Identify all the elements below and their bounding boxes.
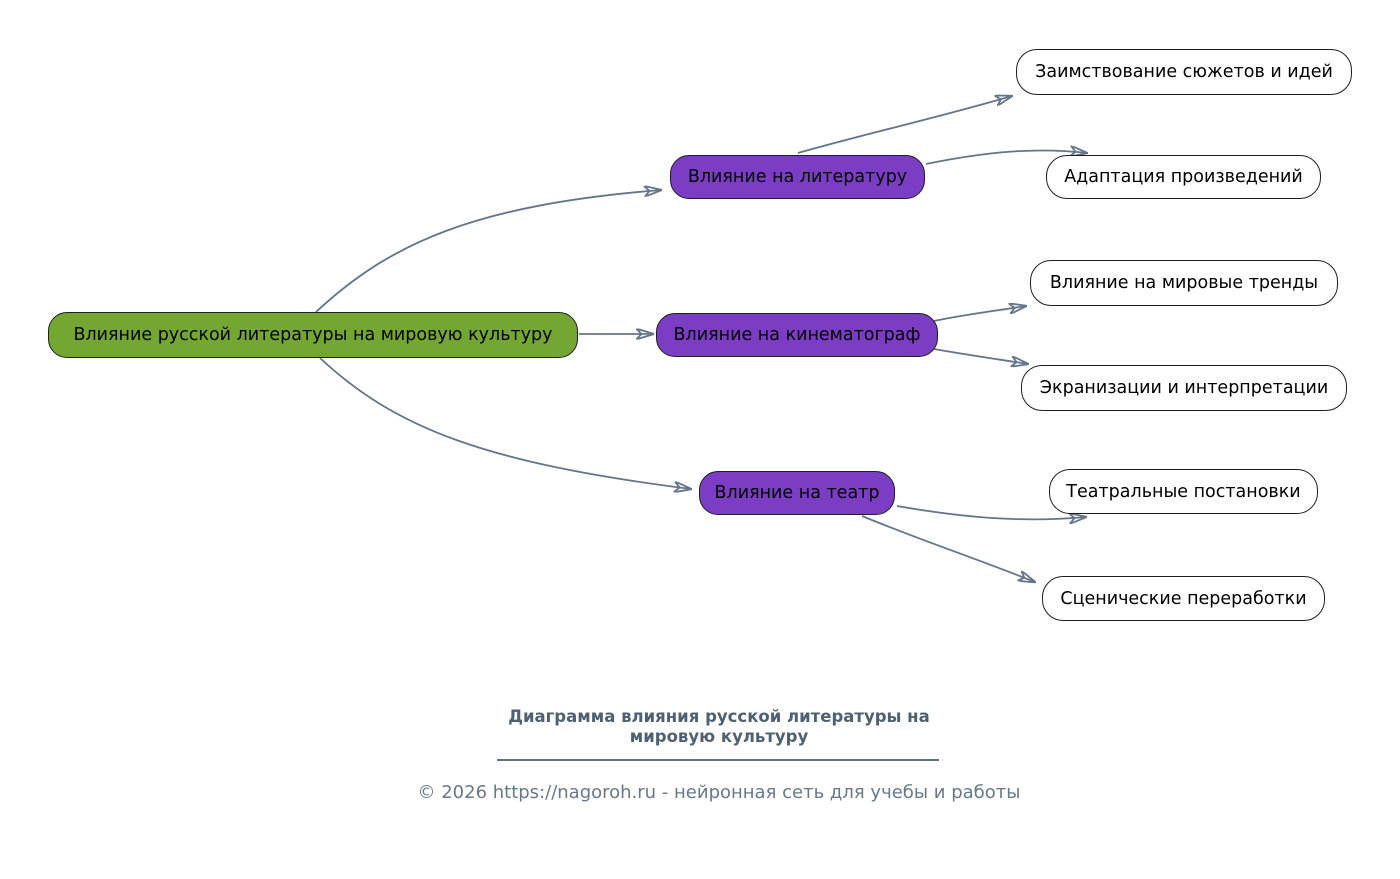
leaf-node-screen-adaptations-interpretations: Экранизации и интерпретации: [1021, 365, 1347, 411]
branch-node-influence-on-literature: Влияние на литературу: [670, 155, 925, 199]
edge-root-to-literature: [316, 190, 661, 312]
edge-cinema-to-screenings: [934, 349, 1028, 364]
leaf-node-adaptation-of-works: Адаптация произведений: [1046, 155, 1321, 199]
footer-divider-line: [497, 759, 939, 761]
diagram-caption-title: Диаграмма влияния русской литературы на мировую культуру: [508, 707, 930, 747]
edge-cinema-to-trends: [934, 306, 1026, 321]
leaf-node-theatrical-productions: Театральные постановки: [1049, 469, 1318, 514]
edge-literature-to-borrowing: [798, 96, 1012, 153]
branch-node-influence-on-theatre: Влияние на театр: [699, 471, 895, 515]
root-node-russian-literature-influence: Влияние русской литературы на мировую культуру: [48, 312, 578, 358]
edge-root-to-theatre: [320, 358, 691, 489]
leaf-node-stage-reworkings: Сценические переработки: [1042, 576, 1325, 621]
footer-copyright-text: © 2026 https://nagoroh.ru - нейронная сеть для учебы и работы: [417, 782, 1021, 803]
branch-node-influence-on-cinema: Влияние на кинематограф: [656, 313, 938, 357]
edge-theatre-to-stage: [862, 516, 1035, 582]
leaf-node-borrowing-plots-ideas: Заимствование сюжетов и идей: [1016, 49, 1352, 95]
leaf-node-influence-on-world-trends: Влияние на мировые тренды: [1030, 260, 1338, 306]
